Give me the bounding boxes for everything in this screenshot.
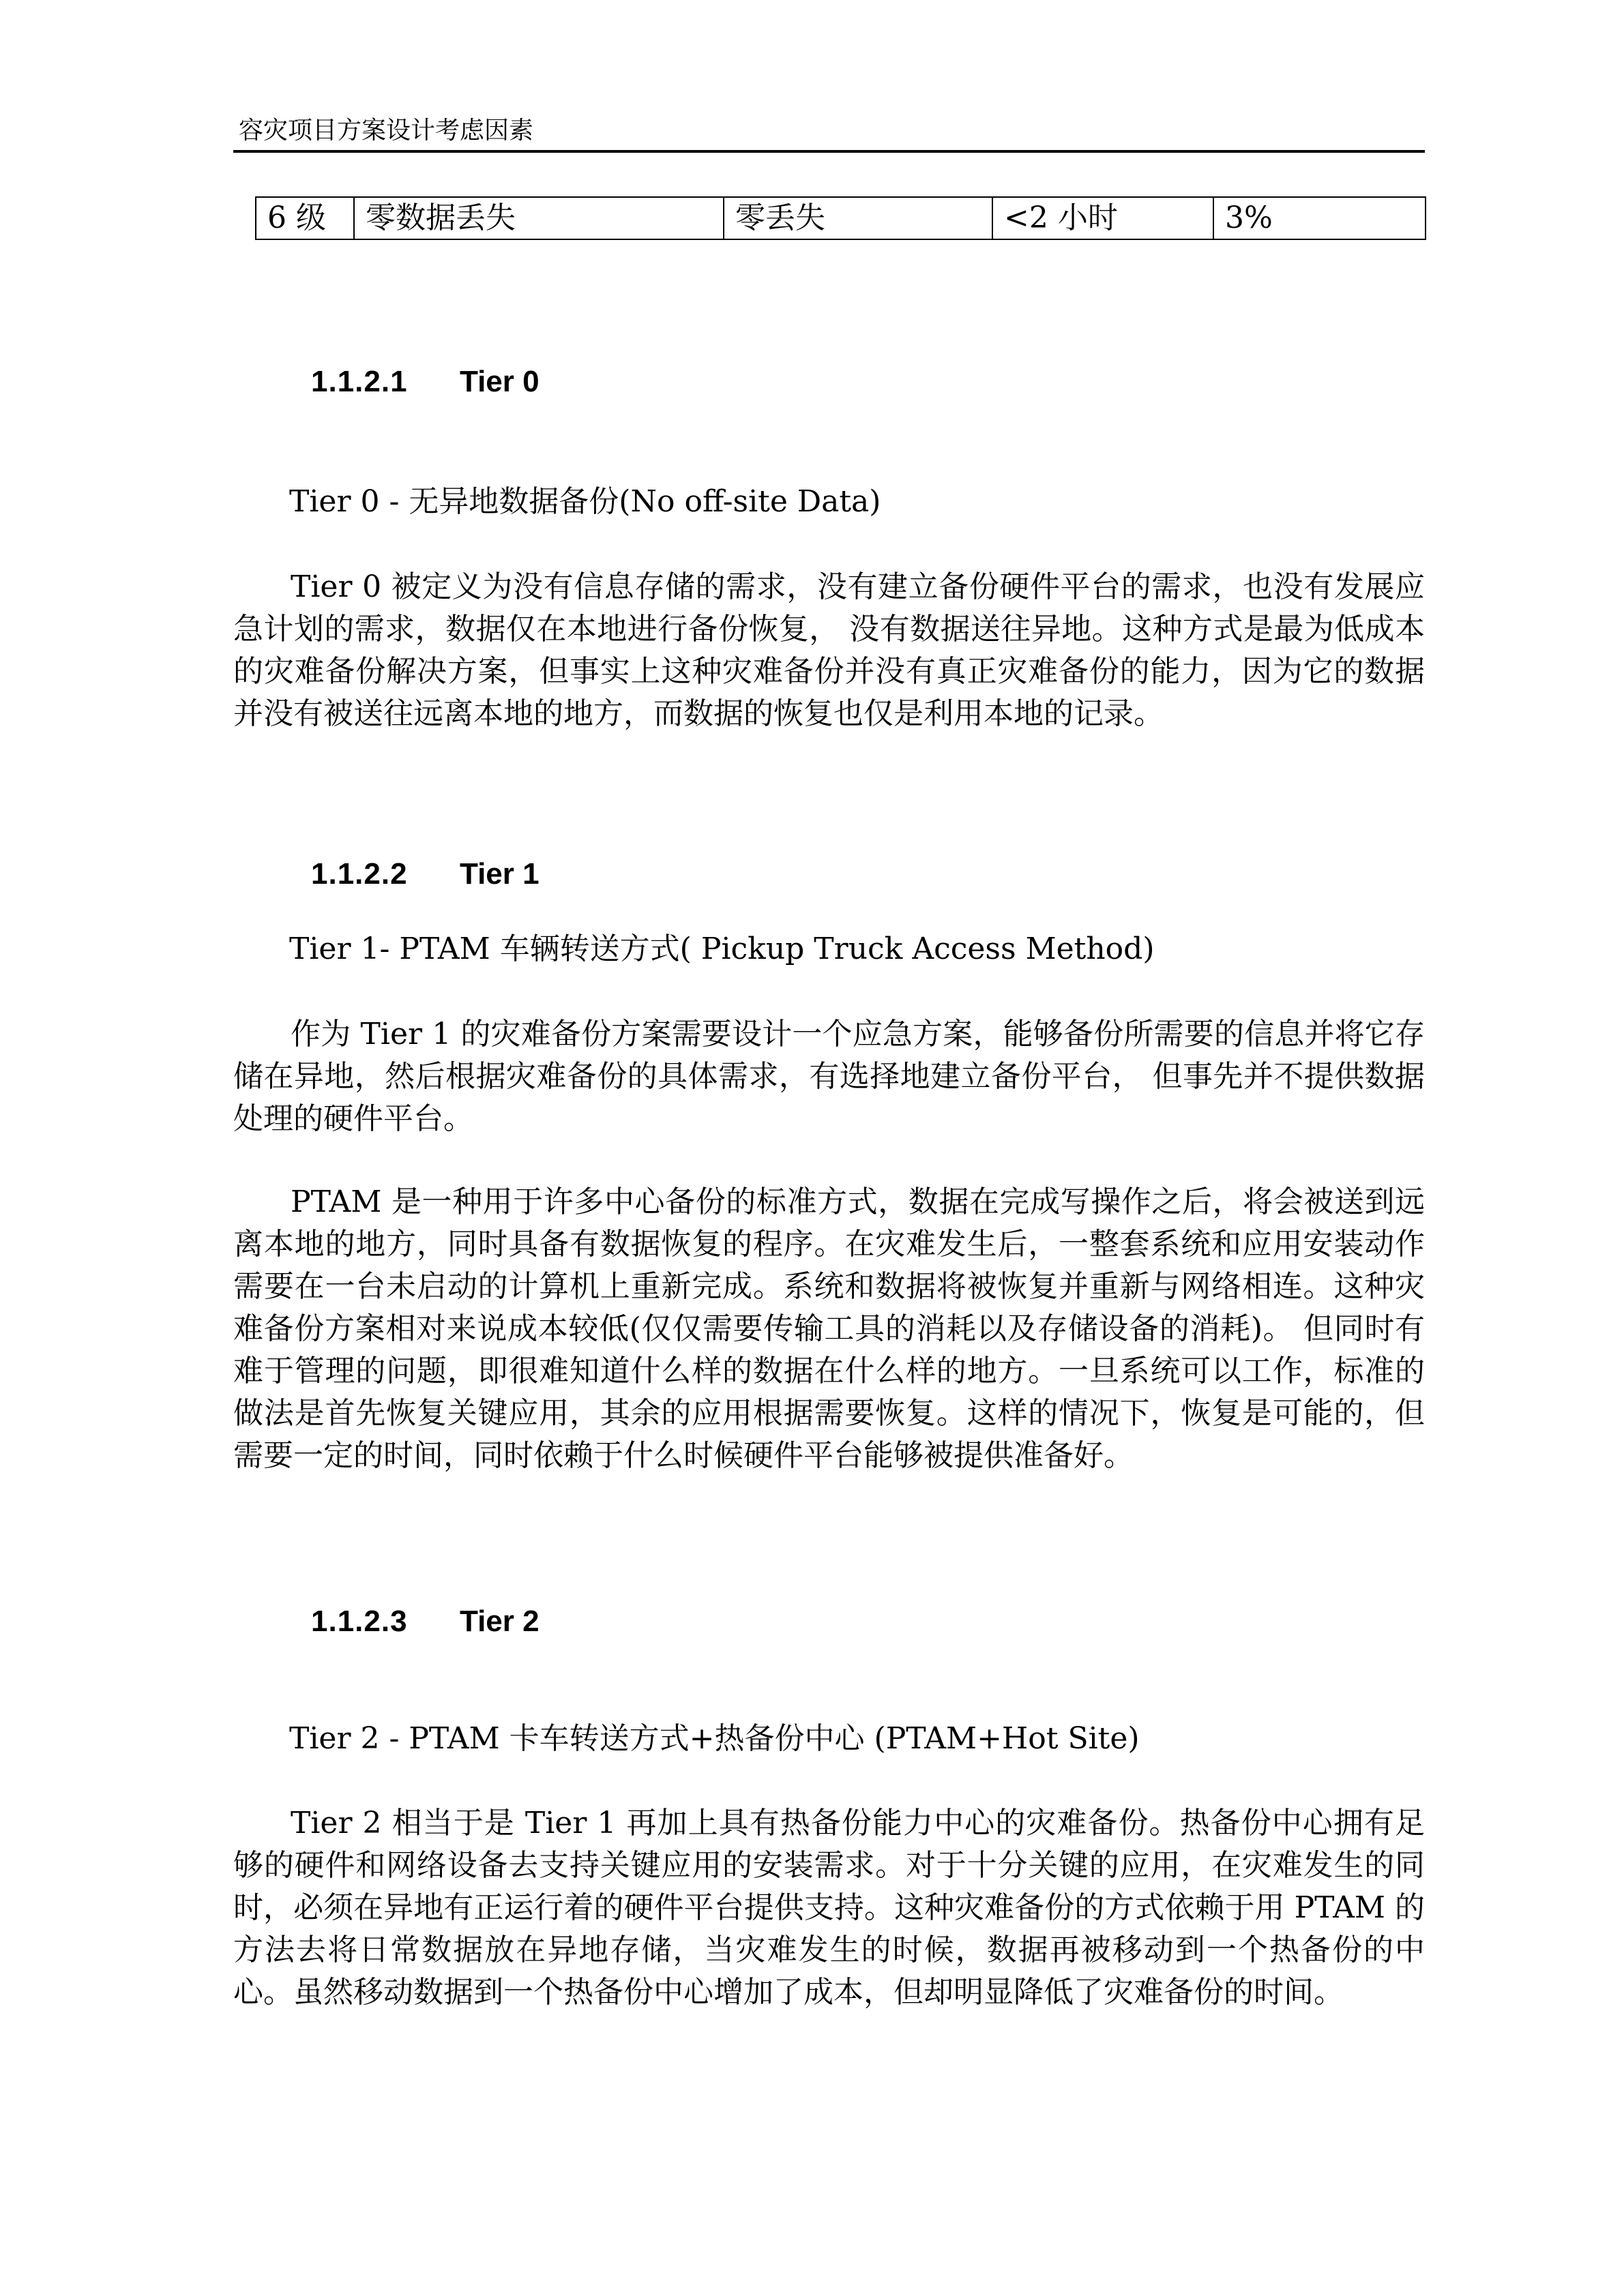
section-subtitle: Tier 1- PTAM 车辆转送方式( Pickup Truck Access Method) [289, 931, 1155, 966]
section-heading-tier-1 [311, 855, 540, 893]
paragraph: 作为 Tier 1 的灾难备份方案需要设计一个应急方案，能够备份所需要的信息并将它存储在异地，然后根据灾难备份的具体需求，有选择地建立备份平台， 但事先并不提供数据处理的硬件平台。 [233, 1017, 1425, 1136]
section-heading-tier-0 [311, 363, 540, 401]
table-cell-data-loss: 零数据丢失 [354, 197, 724, 239]
section-number: 1.1.2.3 [311, 1605, 408, 1638]
table-cell-loss: 零丢失 [724, 197, 992, 239]
section-subtitle: Tier 2 - PTAM 卡车转送方式+热备份中心 (PTAM+Hot Site) [289, 1721, 1140, 1756]
section-number: 1.1.2.2 [311, 857, 408, 891]
header-title: 容灾项目方案设计考虑因素 [239, 117, 534, 145]
paragraph: Tier 2 相当于是 Tier 1 再加上具有热备份能力中心的灾难备份。热备份中心拥有足够的硬件和网络设备去支持关键应用的安装需求。对于十分关键的应用，在灾难发生的同时，必须在异地有正运行着的硬件平台提供支持。这种灾难备份的方式依赖于用 PTAM 的方法去将日常数据放在异地存储，当灾难发生的时候，数据再被移动到一个热备份的中心。虽然移动数据到一个热备份中心增加了成本，但却明显降低了灾难备份的时间。 [233, 1806, 1425, 2010]
paragraph: Tier 0 被定义为没有信息存储的需求，没有建立备份硬件平台的需求，也没有发展应急计划的需求，数据仅在本地进行备份恢复， 没有数据送往异地。这种方式是最为低成本的灾难备份解决方案，但事实上这种灾难备份并没有真正灾难备份的能力，因为它的数据并没有被送往远离本地的地方，而数据的恢复也仅是利用本地的记录。 [233, 569, 1425, 731]
table-row [256, 197, 1426, 239]
table-cell-recovery-time: <2 小时 [992, 197, 1213, 239]
section-subtitle: Tier 0 - 无异地数据备份(No off-site Data) [289, 484, 881, 519]
recovery-level-table [255, 196, 1426, 240]
section-title: Tier 0 [460, 365, 540, 398]
section-title: Tier 2 [460, 1605, 540, 1638]
table-cell-level: 6 级 [256, 197, 354, 239]
section-number: 1.1.2.1 [311, 365, 408, 398]
section-heading-tier-2 [311, 1602, 540, 1641]
table-cell-percent: 3% [1213, 197, 1426, 239]
section-title: Tier 1 [460, 857, 540, 891]
paragraph: PTAM 是一种用于许多中心备份的标准方式，数据在完成写操作之后，将会被送到远离本地的地方，同时具备有数据恢复的程序。在灾难发生后，一整套系统和应用安装动作需要在一台未启动的计算机上重新完成。系统和数据将被恢复并重新与网络相连。这种灾难备份方案相对来说成本较低(仅仅需要传输工具的消耗以及存储设备的消耗)。 但同时有难于管理的问题，即很难知道什么样的数据在什么样的地方。一旦系统可以工作，标准的做法是首先恢复关键应用，其余的应用根据需要恢复。这样的情况下，恢复是可能的，但需要一定的时间，同时依赖于什么时候硬件平台能够被提供准备好。 [233, 1184, 1425, 1473]
page-header [233, 112, 1425, 153]
